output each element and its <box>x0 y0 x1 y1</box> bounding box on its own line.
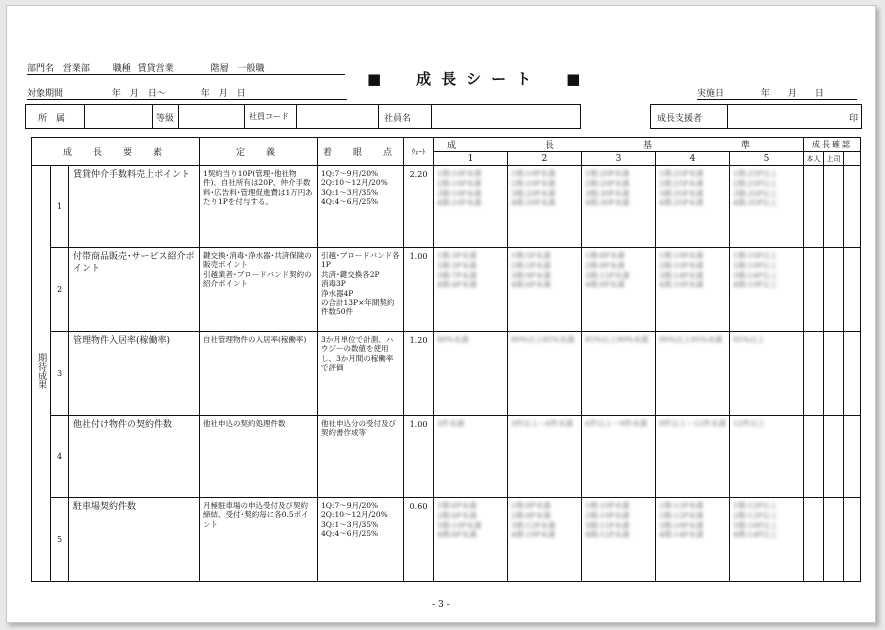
boss-check-cell[interactable] <box>824 248 844 332</box>
boss-header: 上司 <box>824 152 844 166</box>
criteria-level-4: 1期:10P未満 2期:10P未満 3期:14P未満 4期:10P未満 <box>656 248 730 332</box>
extra-header <box>844 152 861 166</box>
element-text: 付帯商品販売･サービス紹介ポイント <box>69 248 200 332</box>
criteria-level-1: 1期:6P未満 2期:6P未満 3期:10P未満 4期:8P未満 <box>434 498 508 582</box>
category-cell <box>32 166 51 582</box>
grade-label: 等級 <box>156 114 175 124</box>
col-header-weight: ｳｪｰﾄ <box>404 138 434 166</box>
rank-value: 一般職 <box>237 64 265 74</box>
criteria-level-3: 1期:10P未満 2期:10P未満 3期:15P未満 4期:12P未満 <box>582 498 656 582</box>
criteria-level-5: 12件以上 <box>730 416 804 498</box>
extra-cell <box>844 416 861 498</box>
dept-label: 部門名 <box>27 64 55 74</box>
date-value: 年 月 日 <box>760 89 824 99</box>
level-3-header: 3 <box>582 152 656 166</box>
info-box-left <box>25 104 581 129</box>
table-row <box>32 498 861 582</box>
criteria-level-2: 1期:10P未満 2期:10P未満 3期:20P未満 4期:20P未満 <box>508 166 582 248</box>
page-number: - 3 - <box>432 600 450 610</box>
focus-text: 1Q:7～9月/20% 2Q:10～12月/20% 3Q:1～3月/35% 4Q:4～6月/25% <box>318 498 404 582</box>
element-text: 管理物件入居率(稼働率) <box>69 332 200 416</box>
extra-cell <box>844 248 861 332</box>
self-header: 本人 <box>804 152 824 166</box>
col-header-confirm: 成長確認 <box>804 138 861 152</box>
seal-label: 印 <box>849 114 859 124</box>
criteria-level-4: 90%以上95%未満 <box>656 332 730 416</box>
boss-check-cell[interactable] <box>824 416 844 498</box>
rank-label: 階層 <box>210 64 229 74</box>
criteria-level-1: 1期:10P未満 2期:10P未満 3期:10P未満 4期:10P未満 <box>434 166 508 248</box>
criteria-level-2: 3件以上～6件未満 <box>508 416 582 498</box>
criteria-level-1: 3件未満 <box>434 416 508 498</box>
row-number: 4 <box>51 416 69 498</box>
definition-text: 鍵交換･消毒･浄水器･共済保険の販売ポイント 引越業者･ブロードバンド契約の紹介ポイント <box>200 248 318 332</box>
row-number: 2 <box>51 248 69 332</box>
weight-value: 1.00 <box>404 248 434 332</box>
self-check-cell[interactable] <box>804 416 824 498</box>
header-dept-rank <box>27 61 345 75</box>
element-text: 賃貸仲介手数料売上ポイント <box>69 166 200 248</box>
row-number: 5 <box>51 498 69 582</box>
row-number: 1 <box>51 166 69 248</box>
table-row <box>32 166 861 248</box>
criteria-level-2: 1期:5P未満 2期:5P未満 3期:9P未満 4期:6P未満 <box>508 248 582 332</box>
document-page <box>6 5 876 623</box>
criteria-level-3: 1期:20P未満 2期:20P未満 3期:30P未満 4期:30P未満 <box>582 166 656 248</box>
self-check-cell[interactable] <box>804 332 824 416</box>
criteria-level-4: 9件以上～12件未満 <box>656 416 730 498</box>
criteria-level-3: 1期:8P未満 2期:8P未満 3期:12P未満 4期:8P未満 <box>582 248 656 332</box>
emp-name-label: 社員名 <box>384 114 412 124</box>
header-period <box>27 86 347 100</box>
category-label: 期待成果 <box>36 353 47 390</box>
level-5-header: 5 <box>730 152 804 166</box>
extra-cell <box>844 332 861 416</box>
definition-text: 月極駐車場の申込受付及び契約締結、受付･契約毎に各0.5ポイント <box>200 498 318 582</box>
criteria-level-5: 1期:25P以上 2期:25P以上 3期:35P以上 4期:35P以上 <box>730 166 804 248</box>
boss-check-cell[interactable] <box>824 166 844 248</box>
criteria-level-5: 95%以上 <box>730 332 804 416</box>
self-check-cell[interactable] <box>804 498 824 582</box>
criteria-level-2: 80%以上85%未満 <box>508 332 582 416</box>
extra-cell <box>844 166 861 248</box>
dept-value: 営業部 <box>62 64 90 74</box>
criteria-level-2: 1期:8P未満 2期:8P未満 3期:12P未満 4期:10P未満 <box>508 498 582 582</box>
extra-cell <box>844 498 861 582</box>
level-4-header: 4 <box>656 152 730 166</box>
definition-text: 自社管理物件の入居率(稼働率) <box>200 332 318 416</box>
boss-check-cell[interactable] <box>824 498 844 582</box>
definition-text: 他社申込の契約処理件数 <box>200 416 318 498</box>
boss-check-cell[interactable] <box>824 332 844 416</box>
col-header-definition: 定 義 <box>200 138 318 166</box>
growth-table <box>31 137 861 582</box>
criteria-level-4: 1期:25P未満 2期:25P未満 3期:35P未満 4期:35P未満 <box>656 166 730 248</box>
element-text: 他社付け物件の契約件数 <box>69 416 200 498</box>
weight-value: 1.00 <box>404 416 434 498</box>
focus-text: 他社申込分の受付及び契約書作成等 <box>318 416 404 498</box>
info-box-right <box>650 104 862 129</box>
col-header-elements: 成 長 要 素 <box>32 138 200 166</box>
header-date <box>697 86 857 100</box>
col-header-criteria: 成 長 基 準 <box>434 138 804 152</box>
focus-text: 3か月単位で計測、ハウジーの数値を使用し、3か月間の稼働率で評価 <box>318 332 404 416</box>
criteria-level-4: 1期:12P未満 2期:12P未満 3期:18P未満 4期:14P未満 <box>656 498 730 582</box>
criteria-level-3: 6件以上～9件未満 <box>582 416 656 498</box>
weight-value: 1.20 <box>404 332 434 416</box>
affiliation-label: 所 属 <box>38 114 66 124</box>
job-value: 賃貸営業 <box>137 64 174 74</box>
date-label: 実施日 <box>697 89 725 99</box>
period-from: 年 月 日～ <box>111 89 166 99</box>
level-1-header: 1 <box>434 152 508 166</box>
row-number: 3 <box>51 332 69 416</box>
sheet-title: ■ 成長シート ■ <box>367 70 591 88</box>
self-check-cell[interactable] <box>804 248 824 332</box>
criteria-level-3: 85%以上90%未満 <box>582 332 656 416</box>
table-row <box>32 416 861 498</box>
table-row <box>32 332 861 416</box>
level-2-header: 2 <box>508 152 582 166</box>
criteria-level-1: 80%未満 <box>434 332 508 416</box>
job-label: 職種 <box>112 64 131 74</box>
period-label: 対象期間 <box>27 89 64 99</box>
criteria-level-5: 1期:10P以上 2期:10P以上 3期:14P以上 4期:10P以上 <box>730 248 804 332</box>
criteria-level-5: 1期:12P以上 2期:12P以上 3期:18P以上 4期:14P以上 <box>730 498 804 582</box>
definition-text: 1契約当り10P(管理･他社物件)、自社所有は20P、仲介手数料･広告料･管理促進費は1万円あたり1Pを付与する。 <box>200 166 318 248</box>
emp-code-label: 社員コード <box>249 112 289 121</box>
weight-value: 2.20 <box>404 166 434 248</box>
self-check-cell[interactable] <box>804 166 824 248</box>
focus-text: 1Q:7～9月/20% 2Q:10～12月/20% 3Q:1～3月/35% 4Q:4～6月/25% <box>318 166 404 248</box>
period-to: 年 月 日 <box>200 89 246 99</box>
focus-text: 引越･ブロードバンド各1P 共済･鍵交換各2P 消毒3P 浄水器4P の合計13P×年間契約件数50件 <box>318 248 404 332</box>
weight-value: 0.60 <box>404 498 434 582</box>
element-text: 駐車場契約件数 <box>69 498 200 582</box>
col-header-focus: 着 眼 点 <box>318 138 404 166</box>
supporter-label: 成長支援者 <box>657 114 703 124</box>
table-row <box>32 248 861 332</box>
criteria-level-1: 1期:3P未満 2期:3P未満 3期:7P未満 4期:4P未満 <box>434 248 508 332</box>
